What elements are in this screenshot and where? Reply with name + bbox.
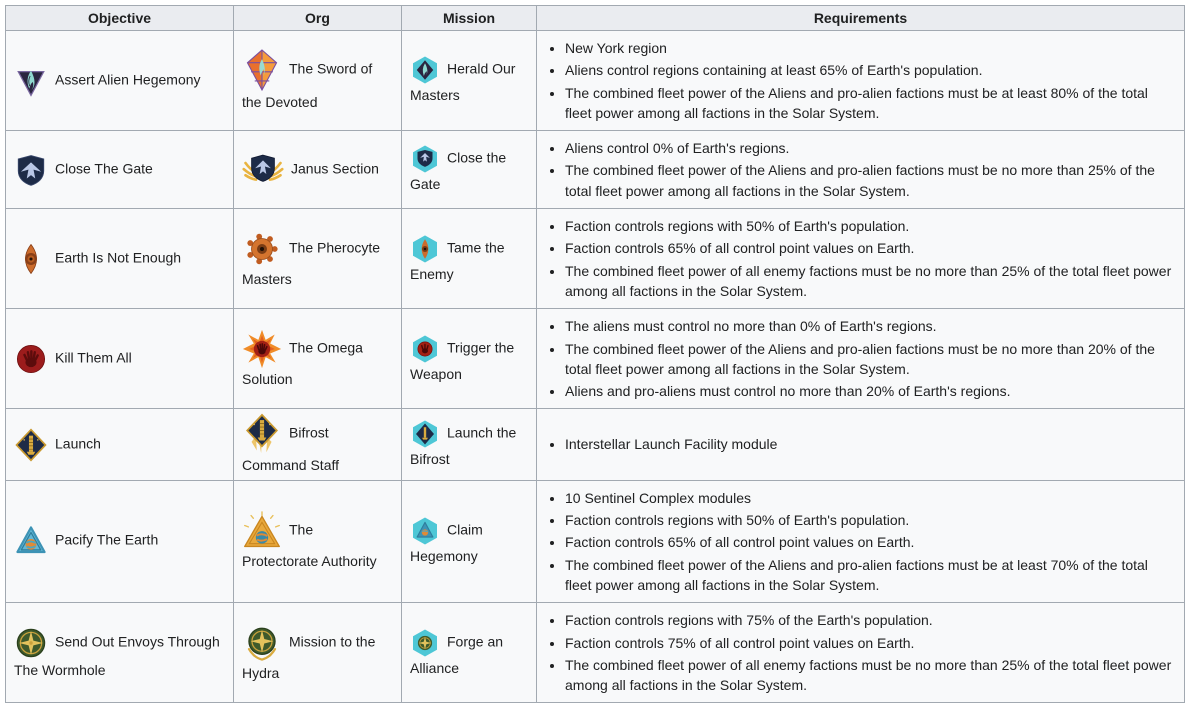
mission-hex-spire-icon	[410, 419, 440, 449]
mission-label: Claim Hegemony	[410, 522, 483, 565]
column-header-mission: Mission	[402, 6, 537, 31]
objective-cell	[6, 480, 234, 602]
objective-label: Kill Them All	[55, 349, 132, 366]
objective-label: Earth Is Not Enough	[55, 249, 182, 266]
org-label: The Omega Solution	[242, 339, 363, 387]
hydra-compass-laurel-icon	[242, 623, 282, 663]
org-label: Janus Section	[291, 160, 379, 177]
requirements-list	[543, 138, 1178, 201]
objective-cell	[6, 309, 234, 409]
column-header-org: Org	[234, 6, 402, 31]
table-row	[6, 603, 1185, 703]
requirement-item: • The combined fleet power of the Aliens and pro-alien factions must be at least 80% of the total fleet power among all factions in the Solar System.	[565, 83, 1178, 124]
org-cell	[234, 31, 402, 131]
objective-cell	[6, 603, 234, 703]
requirement-item: • Aliens and pro-aliens must control no more than 20% of Earth's regions.	[565, 381, 1178, 401]
servants-flame-diamond-icon	[14, 64, 48, 98]
humanity-first-hand-icon	[14, 342, 48, 376]
requirements-cell	[537, 309, 1185, 409]
janus-winged-shield-icon	[242, 150, 284, 190]
mission-hex-shield-icon	[410, 144, 440, 174]
org-label: Bifrost Command Staff	[242, 425, 340, 474]
mission-hex-eye-icon	[410, 234, 440, 264]
requirement-item: • Faction controls regions with 50% of Earth's population.	[565, 216, 1178, 236]
table-row	[6, 131, 1185, 209]
mission-cell	[402, 31, 537, 131]
org-cell	[234, 480, 402, 602]
org-label: Mission to the Hydra	[242, 633, 376, 681]
protectorate-authority-triangle-icon	[242, 511, 282, 551]
requirement-item: • Faction controls regions with 75% of the Earth's population.	[565, 610, 1178, 630]
org-cell	[234, 409, 402, 480]
sword-of-the-devoted-icon	[242, 48, 282, 92]
requirements-list	[543, 610, 1178, 695]
requirement-item: • Faction controls 65% of all control point values on Earth.	[565, 238, 1178, 258]
mission-hex-compass-icon	[410, 628, 440, 658]
mission-label: Tame the Enemy	[410, 239, 505, 282]
requirement-item: • Faction controls regions with 50% of Earth's population.	[565, 510, 1178, 530]
protectorate-earth-triangle-icon	[14, 524, 48, 558]
requirements-list	[543, 316, 1178, 401]
bifrost-spire-rays-icon	[242, 413, 282, 455]
org-cell	[234, 131, 402, 209]
requirement-item: • The combined fleet power of the Aliens and pro-alien factions must be at least 70% of the total fleet power among all factions in the Solar System.	[565, 555, 1178, 596]
objective-cell	[6, 209, 234, 309]
mission-label: Trigger the Weapon	[410, 339, 515, 382]
mission-hex-earth-icon	[410, 516, 440, 546]
requirements-list	[543, 434, 1178, 454]
requirement-item: • 10 Sentinel Complex modules	[565, 488, 1178, 508]
org-label: The Protectorate Authority	[242, 522, 377, 570]
mission-cell	[402, 309, 537, 409]
alien-eye-lens-icon	[14, 242, 48, 276]
mission-cell	[402, 480, 537, 602]
mission-cell	[402, 209, 537, 309]
requirement-item: • Interstellar Launch Facility module	[565, 434, 1178, 454]
requirement-item: • Aliens control regions containing at least 65% of Earth's population.	[565, 60, 1178, 80]
requirements-cell	[537, 209, 1185, 309]
requirements-cell	[537, 131, 1185, 209]
requirement-item: • The combined fleet power of the Aliens and pro-alien factions must be no more than 20% of the total fleet power among all factions in the Solar System.	[565, 339, 1178, 380]
org-label: The Pherocyte Masters	[242, 239, 381, 287]
requirement-item: • The aliens must control no more than 0% of Earth's regions.	[565, 316, 1178, 336]
mission-label: Herald Our Masters	[410, 61, 516, 104]
objective-label: Close The Gate	[55, 160, 153, 177]
mission-hex-flame-icon	[410, 55, 440, 85]
mission-cell	[402, 131, 537, 209]
table-row	[6, 409, 1185, 480]
academy-compass-circle-icon	[14, 626, 48, 660]
table-row	[6, 31, 1185, 131]
table-row	[6, 209, 1185, 309]
objective-cell	[6, 409, 234, 480]
requirements-cell	[537, 409, 1185, 480]
requirement-item: • Aliens control 0% of Earth's regions.	[565, 138, 1178, 158]
mission-cell	[402, 603, 537, 703]
org-cell	[234, 309, 402, 409]
org-cell	[234, 209, 402, 309]
requirement-item: • The combined fleet power of all enemy factions must be no more than 25% of the total fleet power among all factions in the Solar System.	[565, 655, 1178, 696]
omega-flame-hand-icon	[242, 329, 282, 369]
mission-cell	[402, 409, 537, 480]
objectives-table	[5, 5, 1185, 703]
requirements-cell	[537, 603, 1185, 703]
mission-label: Launch the Bifrost	[410, 425, 517, 468]
objective-label: Assert Alien Hegemony	[55, 71, 201, 88]
objective-cell	[6, 31, 234, 131]
objective-cell	[6, 131, 234, 209]
mission-label: Forge an Alliance	[410, 633, 504, 676]
requirements-list	[543, 488, 1178, 595]
column-header-objective: Objective	[6, 6, 234, 31]
objective-label: Launch	[55, 435, 101, 452]
header-row	[6, 6, 1185, 31]
mission-hex-hand-icon	[410, 334, 440, 364]
requirement-item: • Faction controls 75% of all control point values on Earth.	[565, 633, 1178, 653]
exodus-spire-diamond-icon	[14, 428, 48, 462]
requirements-cell	[537, 31, 1185, 131]
table-row	[6, 309, 1185, 409]
column-header-requirements: Requirements	[537, 6, 1185, 31]
objective-label: Pacify The Earth	[55, 532, 159, 549]
requirement-item: • New York region	[565, 38, 1178, 58]
resistance-eagle-shield-icon	[14, 153, 48, 187]
requirement-item: • Faction controls 65% of all control point values on Earth.	[565, 532, 1178, 552]
table-row	[6, 480, 1185, 602]
org-cell	[234, 603, 402, 703]
requirements-list	[543, 38, 1178, 123]
mission-label: Close the Gate	[410, 150, 507, 193]
objective-label: Send Out Envoys Through The Wormhole	[14, 633, 220, 678]
requirements-list	[543, 216, 1178, 301]
pherocyte-eye-cluster-icon	[242, 229, 282, 269]
requirement-item: • The combined fleet power of the Aliens and pro-alien factions must be no more than 25% of the total fleet power among all factions in the Solar System.	[565, 160, 1178, 201]
requirements-cell	[537, 480, 1185, 602]
requirement-item: • The combined fleet power of all enemy factions must be no more than 25% of the total fleet power among all factions in the Solar System.	[565, 261, 1178, 302]
org-label: The Sword of the Devoted	[242, 61, 373, 111]
